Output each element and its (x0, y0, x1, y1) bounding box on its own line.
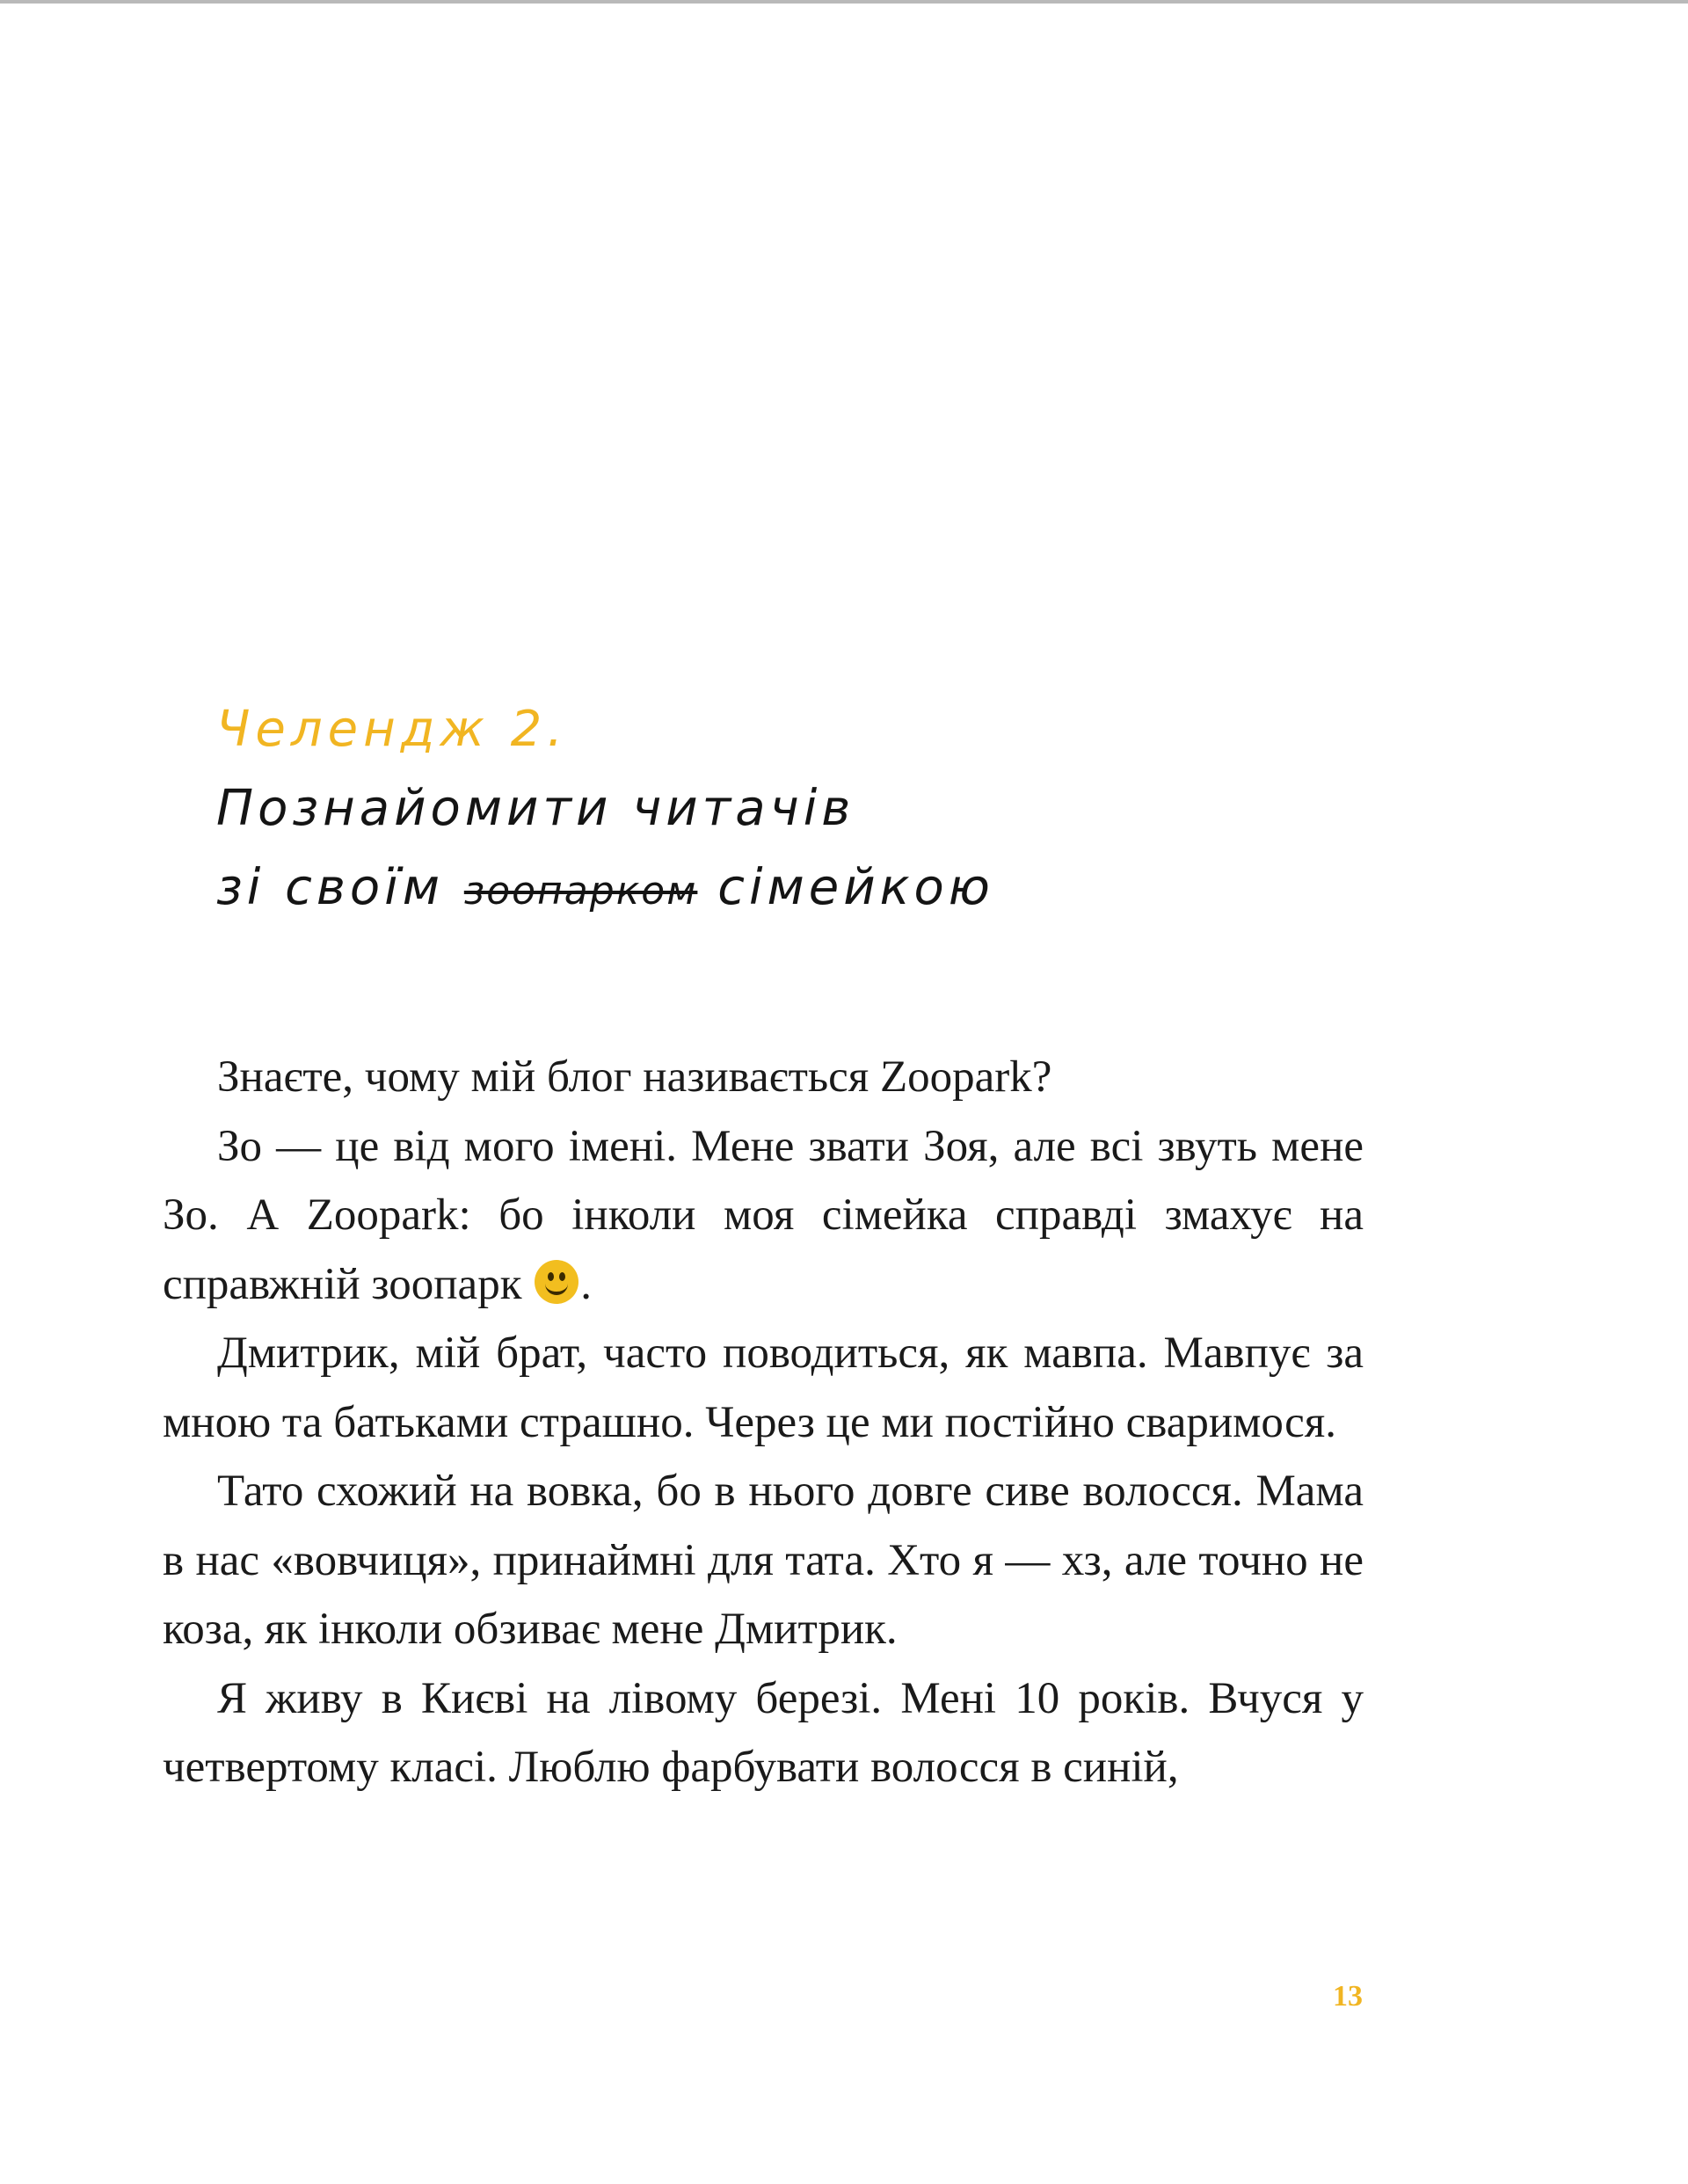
paragraph-2-text: Зо — це від мого імені. Мене звати Зоя, але всі звуть мене Зо. А Zoopark: бо інколи моя сімейка справді змахує на справжній зоопарк (163, 1121, 1364, 1309)
body-text (163, 1043, 1364, 1802)
challenge-title-line-2 (216, 848, 1447, 931)
challenge-line2-after: сімейкою (697, 859, 994, 916)
paragraph-1: Знаєте, чому мій блог називається Zoopark? (217, 1052, 1052, 1102)
challenge-line2-before: зі своїм (216, 859, 464, 916)
smiley-face-icon (535, 1260, 578, 1304)
top-border (0, 0, 1688, 4)
challenge-label: Челендж 2. (216, 701, 569, 758)
challenge-heading (216, 690, 1447, 931)
paragraph-5: Я живу в Києві на лівому березі. Мені 10 років. Вчуся у четвертому класі. Люблю фарбувати волосся в синій, (163, 1673, 1364, 1792)
paragraph-3: Дмитрик, мій брат, часто поводиться, як мавпа. Мавпує за мною та батьками страшно. Через це ми постійно сваримося. (163, 1329, 1364, 1447)
challenge-title-line-1: Познайомити читачів (216, 780, 855, 837)
paragraph-4: Тато схожий на вовка, бо в нього довге сиве волосся. Мама в нас «вовчиця», принаймні для тата. Хто я — хз, але точно не коза, як інколи обзиває мене Дмитрик. (163, 1467, 1364, 1654)
paragraph-2 (163, 1112, 1364, 1320)
struck-word: зоопарком (463, 869, 698, 914)
page-number: 13 (1333, 1980, 1363, 2013)
paragraph-2-end: . (580, 1259, 592, 1309)
